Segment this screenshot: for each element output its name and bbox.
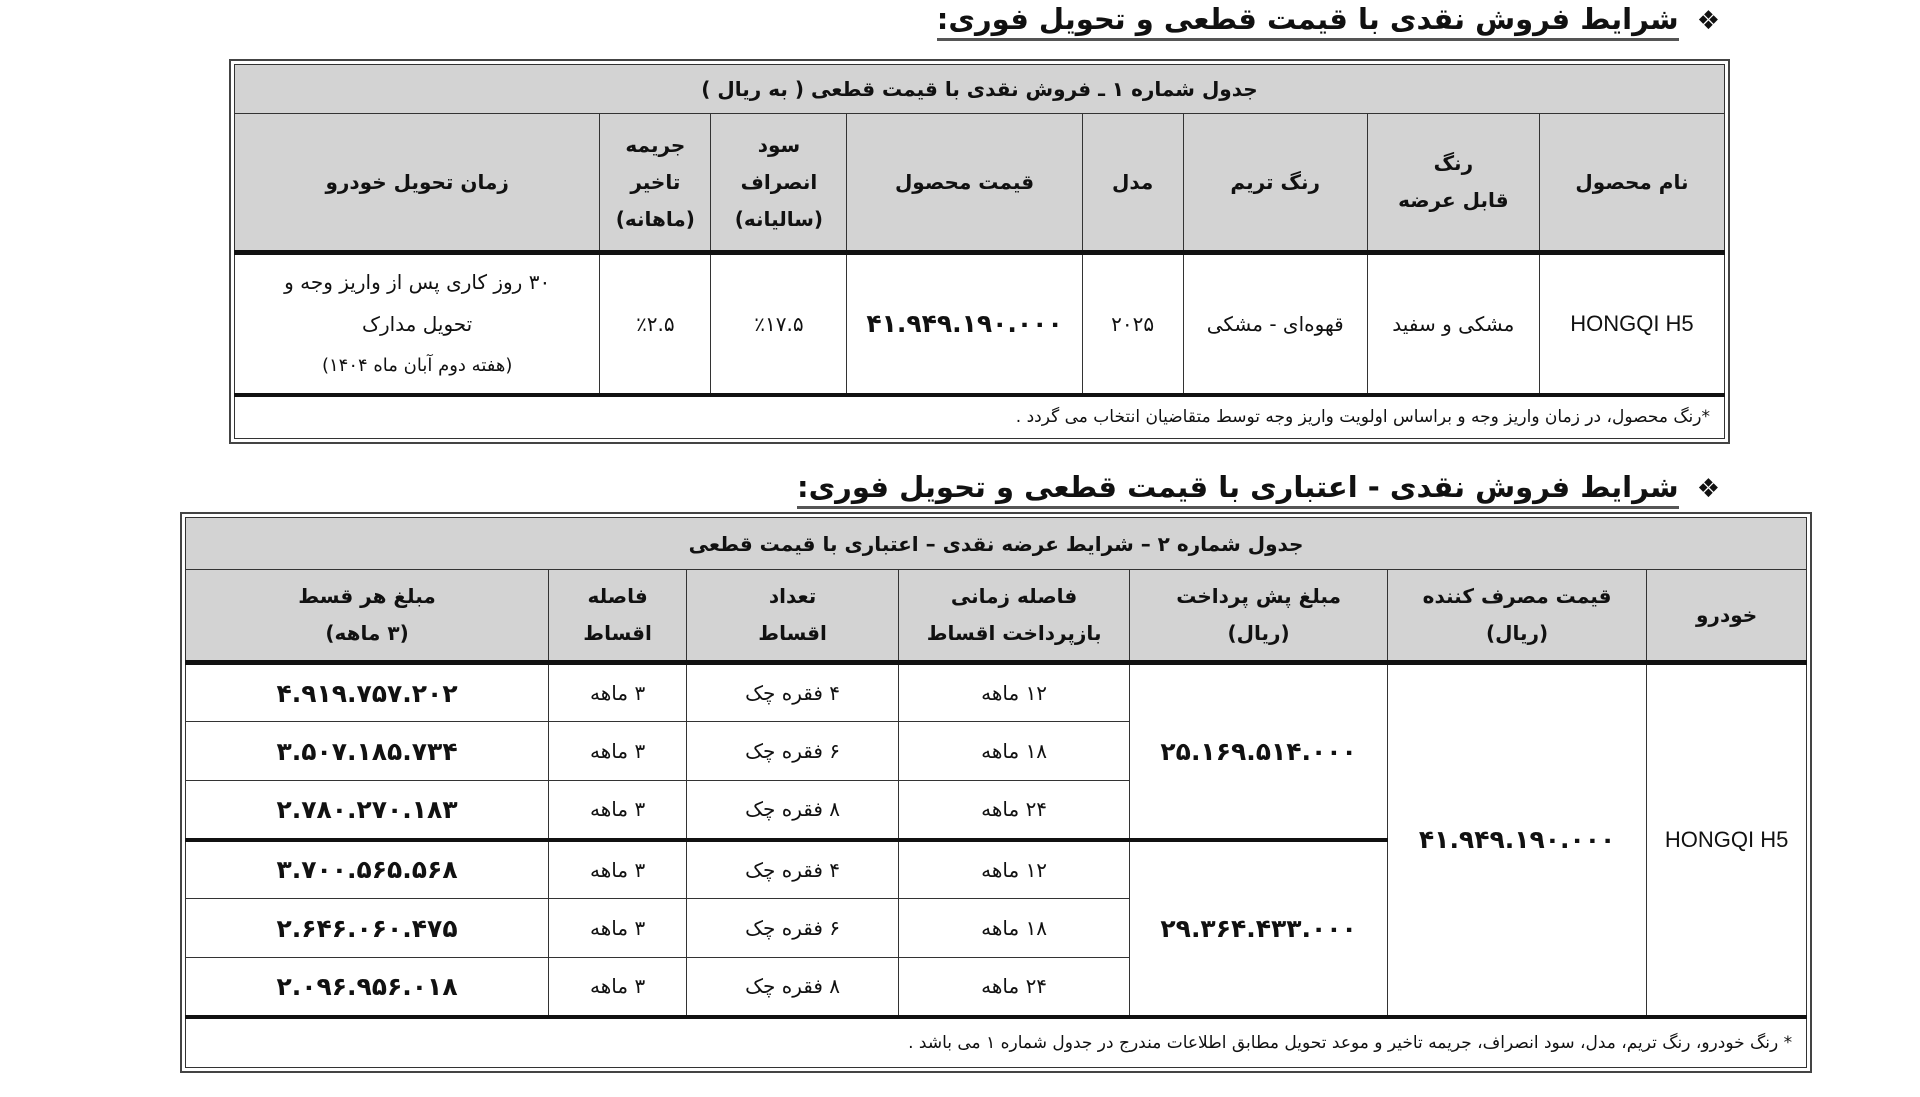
cell-count: ۸ فقره چک: [687, 781, 899, 840]
cell-prepayment: ۲۹.۳۶۴.۴۳۳.۰۰۰: [1130, 840, 1388, 1017]
header-delivery: زمان تحویل خودرو: [235, 114, 600, 253]
cash-sale-table: [234, 64, 1725, 439]
header-color-l2: قابل عرضه: [1398, 188, 1509, 212]
cell-price: ۴۱.۹۴۹.۱۹۰.۰۰۰: [847, 253, 1082, 395]
cell-period: ۱۲ ماهه: [899, 840, 1130, 899]
h-l3: (ماهانه): [615, 206, 695, 231]
section1-heading: [937, 2, 1720, 36]
cell-period: ۲۴ ماهه: [899, 781, 1130, 840]
header-color: [1367, 114, 1539, 253]
installment-sale-table: [185, 517, 1807, 1068]
h-l2: اقساط: [758, 621, 827, 645]
h-l2: (ریال): [1227, 621, 1290, 645]
cell-interval: ۳ ماهه: [549, 958, 687, 1017]
h-l1: فاصله زمانی: [950, 584, 1078, 608]
header-consumer-price: [1388, 570, 1647, 663]
header-trim-color: رنگ تریم: [1183, 114, 1367, 253]
diamond-bullet-icon: ❖: [1696, 474, 1720, 504]
header-interval: [549, 570, 687, 663]
h-l1: مبلغ پش پرداخت: [1176, 584, 1341, 608]
header-amount: [186, 570, 549, 663]
table1-footnote: *رنگ محصول، در زمان واریز وجه و براساس اولویت واریز وجه توسط متقاضیان انتخاب می گردد .: [235, 395, 1725, 439]
cell-amount: ۲.۷۸۰.۲۷۰.۱۸۳: [186, 781, 549, 840]
h-l3: (سالیانه): [734, 206, 824, 231]
cell-count: ۸ فقره چک: [687, 958, 899, 1017]
cell-consumer-price: ۴۱.۹۴۹.۱۹۰.۰۰۰: [1388, 663, 1647, 1017]
cell-count: ۴ فقره چک: [687, 840, 899, 899]
cell-amount: ۲.۶۴۶.۰۶۰.۴۷۵: [186, 899, 549, 958]
header-prepayment: [1130, 570, 1388, 663]
cell-period: ۱۸ ماهه: [899, 899, 1130, 958]
delivery-l3: (هفته دوم آبان ماه ۱۴۰۴): [321, 354, 513, 376]
h-l2: تاخیر: [630, 169, 681, 194]
h-l1: قیمت مصرف کننده: [1422, 584, 1612, 608]
cell-cancel-profit: ٪۱۷.۵: [711, 253, 847, 395]
h-l1: سود: [757, 132, 801, 157]
h-l1: تعداد: [768, 584, 817, 608]
header-period: [899, 570, 1130, 663]
section2-heading-text: شرایط فروش نقدی - اعتباری با قیمت قطعی و تحویل فوری:: [797, 470, 1679, 509]
cell-count: ۴ فقره چک: [687, 663, 899, 722]
cell-interval: ۳ ماهه: [549, 840, 687, 899]
header-model: مدل: [1082, 114, 1183, 253]
cell-amount: ۳.۵۰۷.۱۸۵.۷۳۴: [186, 722, 549, 781]
header-car: خودرو: [1647, 570, 1807, 663]
cell-color: مشکی و سفید: [1367, 253, 1539, 395]
h-l2: (۳ ماهه): [325, 621, 409, 645]
header-penalty: [600, 114, 711, 253]
header-color-l1: رنگ: [1433, 151, 1474, 175]
cell-amount: ۲.۰۹۶.۹۵۶.۰۱۸: [186, 958, 549, 1017]
h-l1: جریمه: [625, 132, 686, 157]
section1-heading-text: شرایط فروش نقدی با قیمت قطعی و تحویل فوری:: [937, 2, 1679, 41]
cell-trim-color: قهوه‌ای - مشکی: [1183, 253, 1367, 395]
cell-amount: ۳.۷۰۰.۵۶۵.۵۶۸: [186, 840, 549, 899]
cell-delivery: [235, 253, 600, 395]
delivery-l2: تحویل مدارک: [362, 311, 473, 336]
cell-amount: ۴.۹۱۹.۷۵۷.۲۰۲: [186, 663, 549, 722]
delivery-l1: ۳۰ روز کاری پس از واریز وجه و: [284, 269, 551, 294]
h-l2: اقساط: [583, 621, 652, 645]
h-l1: فاصله: [587, 584, 648, 608]
cell-model: ۲۰۲۵: [1082, 253, 1183, 395]
table2-footnote: * رنگ خودرو، رنگ تریم، مدل، سود انصراف، جریمه تاخیر و موعد تحویل مطابق اطلاعات مندرج در جدول شماره ۱ می باشد .: [186, 1017, 1807, 1068]
table-row: [186, 663, 1807, 722]
table2-title: جدول شماره ۲ – شرایط عرضه نقدی – اعتباری با قیمت قطعی: [186, 518, 1807, 570]
cell-prepayment: ۲۵.۱۶۹.۵۱۴.۰۰۰: [1130, 663, 1388, 840]
h-l2: (ریال): [1486, 621, 1549, 645]
diamond-bullet-icon: ❖: [1696, 6, 1720, 36]
header-product-name: نام محصول: [1539, 114, 1724, 253]
cell-period: ۲۴ ماهه: [899, 958, 1130, 1017]
h-l2: انصراف: [740, 169, 818, 194]
header-count: [687, 570, 899, 663]
cell-interval: ۳ ماهه: [549, 722, 687, 781]
cell-interval: ۳ ماهه: [549, 899, 687, 958]
cell-period: ۱۲ ماهه: [899, 663, 1130, 722]
section2-heading: [797, 470, 1720, 504]
cell-count: ۶ فقره چک: [687, 722, 899, 781]
table-row: [235, 253, 1725, 395]
h-l1: مبلغ هر قسط: [298, 584, 436, 608]
cell-penalty: ٪۲.۵: [600, 253, 711, 395]
header-price: قیمت محصول: [847, 114, 1082, 253]
cell-period: ۱۸ ماهه: [899, 722, 1130, 781]
header-cancel-profit: [711, 114, 847, 253]
cell-count: ۶ فقره چک: [687, 899, 899, 958]
cell-interval: ۳ ماهه: [549, 663, 687, 722]
table1-title: جدول شماره ۱ ـ فروش نقدی با قیمت قطعی ( به ریال ): [235, 65, 1725, 114]
cell-product-name: HONGQI H5: [1539, 253, 1724, 395]
cell-car: HONGQI H5: [1647, 663, 1807, 1017]
h-l2: بازپرداخت اقساط: [926, 621, 1102, 645]
cell-interval: ۳ ماهه: [549, 781, 687, 840]
installment-rows: [186, 663, 1807, 1017]
